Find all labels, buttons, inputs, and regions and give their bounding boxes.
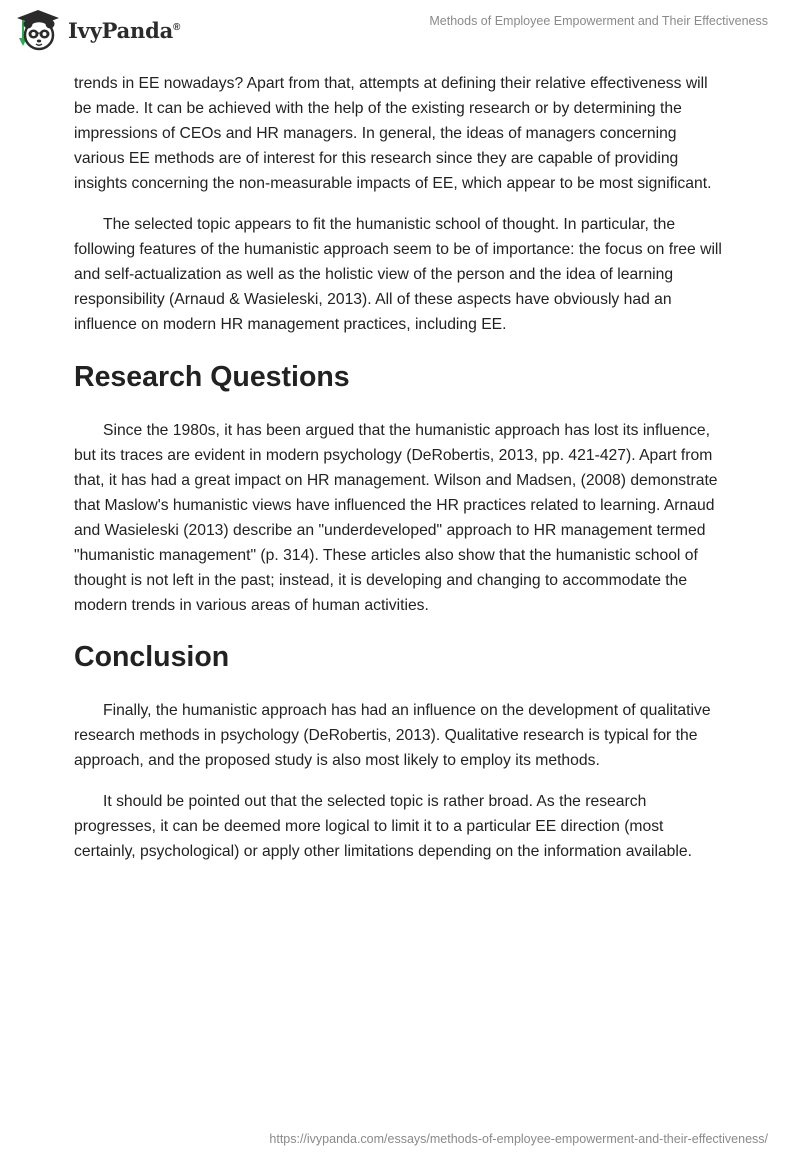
paragraph-humanistic-fit: The selected topic appears to fit the humanistic school of thought. In particular, the following features of the humanistic approach seem to be of importance: the focus on free will and self-actualization as well as the holistic view of the person and the idea of learning responsibility (Arnaud & Wasieleski, 2013). All of these aspects have obviously had an influence on modern HR management practices, including EE.	[74, 216, 722, 333]
paragraph-conclusion-1: Finally, the humanistic approach has had an influence on the development of qualitative research methods in psychology (DeRobertis, 2013). Qualitative research is typical for the approach, and the proposed study is also most likely to employ its methods.	[74, 702, 711, 769]
paragraph-research-questions: Since the 1980s, it has been argued that the humanistic approach has lost its influence, but its traces are evident in modern psychology (DeRobertis, 2013, pp. 421-427). Apart from that, it has had a great impact on HR management. Wilson and Madsen, (2008) demonstrate that Maslow's humanistic views have influenced the HR practices related to learning. Arnaud and Wasieleski (2013) describe an "underdeveloped" approach to HR management termed "humanistic management" (p. 314). These articles also show that the humanistic school of thought is not left in the past; instead, it is developing and changing to accommodate the modern trends in various areas of human activities.	[74, 422, 718, 614]
paragraph-conclusion-2: It should be pointed out that the selected topic is rather broad. As the research progresses, it can be deemed more logical to limit it to a particular EE direction (most certainly, psychological) or apply other limitations depending on the information available.	[74, 793, 692, 860]
panda-graduate-logo-icon	[14, 8, 62, 52]
heading-research-questions: Research Questions	[74, 361, 350, 393]
page-header	[0, 0, 800, 62]
source-url-link[interactable]: https://ivypanda.com/essays/methods-of-employee-empowerment-and-their-effectiveness/	[269, 1132, 768, 1146]
essay-content	[74, 71, 726, 864]
paragraph-intro-continued: trends in EE nowadays? Apart from that, attempts at defining their relative effectiveness will be made. It can be achieved with the help of the existing research or by determining the impressions of CEOs and HR managers. In general, the ideas of managers concerning various EE methods are of interest for this research since they are capable of providing insights concerning the non-measurable impacts of EE, which appear to be most significant.	[74, 75, 712, 192]
brand-name: IvyPanda®	[68, 17, 181, 43]
registered-mark: ®	[173, 21, 181, 33]
heading-conclusion: Conclusion	[74, 641, 230, 673]
document-title: Methods of Employee Empowerment and Their Effectiveness	[429, 14, 768, 28]
ivypanda-logo[interactable]	[14, 8, 180, 52]
